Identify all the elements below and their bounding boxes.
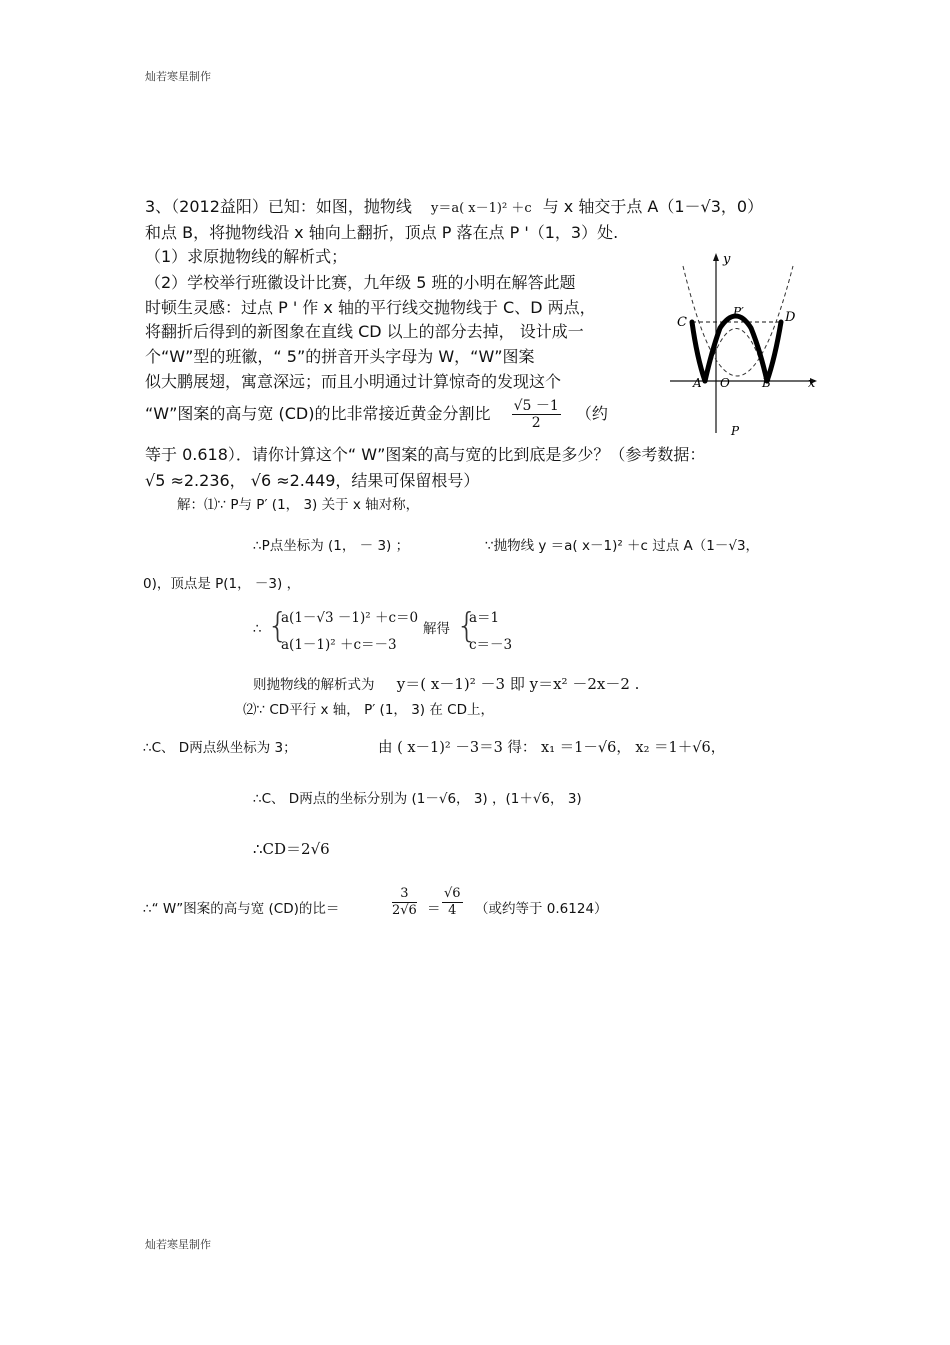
ratio-1-numerator: 3 xyxy=(392,886,417,903)
question-2-line-5: 似大鹏展翅，寓意深远；而且小明通过计算惊奇的发现这个 xyxy=(145,372,562,391)
question-2-line-2: 时顿生灵感：过点 P ' 作 x 轴的平行线交抛物线于 C、D 两点， xyxy=(145,298,596,317)
solution-step-7b: 由 ( x－1)² －3＝3 得： x₁ ＝1－√6， x₂ ＝1＋√6， xyxy=(378,740,726,756)
problem-intro: 3、（2012益阳）已知：如图，抛物线 xyxy=(145,197,412,216)
problem-line-2: 和点 B，将抛物线沿 x 轴向上翻折，顶点 P 落在点 P '（1，3）处. xyxy=(145,223,619,242)
solution-step-6: ⑵∵ CD平行 x 轴， P′ (1， 3) 在 CD上， xyxy=(243,702,494,718)
solution-step-9: ∴CD＝2√6 xyxy=(253,840,330,858)
therefore-symbol: ∴ xyxy=(253,621,262,637)
label-p-prime: P′ xyxy=(733,305,744,319)
system-equation-1: a(1－√3 －1)² ＋c＝0 xyxy=(281,610,419,626)
equals-sign: ＝ xyxy=(427,901,441,917)
ratio-2-denominator: 4 xyxy=(448,903,457,918)
label-p: P xyxy=(731,424,740,438)
fraction-denominator: 2 xyxy=(531,415,541,431)
solution-step-7a: ∴C、 D两点纵坐标为 3； xyxy=(143,740,297,756)
solution-step-2b: ∵抛物线 y ＝a( x－1)² ＋c 过点 A（1－√3， xyxy=(485,538,760,554)
solution-step-2a: ∴P点坐标为 (1， － 3) ； xyxy=(253,538,410,554)
solution-step-3: 0)，顶点是 P(1， －3) ， xyxy=(143,576,301,592)
label-d: D xyxy=(785,310,796,325)
result-brace: { xyxy=(456,606,478,646)
approx-text: （约 xyxy=(575,404,608,423)
solution-step-8: ∴C、 D两点的坐标分别为 (1－√6， 3) ，(1＋√6， 3) xyxy=(253,791,582,807)
approx-value: （或约等于 0.6124） xyxy=(475,901,608,917)
system-equation-2: a(1－1)² ＋c＝－3 xyxy=(281,637,397,653)
w-parabola-figure xyxy=(665,248,825,438)
page-footer: 灿若寒星制作 xyxy=(145,1238,211,1251)
problem-line-1 xyxy=(145,197,763,219)
label-b: B xyxy=(762,376,771,390)
solution-step-1: 解：⑴∵ P与 P′ (1， 3) 关于 x 轴对称， xyxy=(177,497,420,513)
golden-ratio-fraction xyxy=(512,398,561,431)
ratio-2-numerator: √6 xyxy=(444,886,461,901)
question-2-line-3: 将翻折后得到的新图象在直线 CD 以上的部分去掉， 设计成一 xyxy=(145,322,584,341)
solution-step-5 xyxy=(253,675,639,694)
question-1: （1）求原抛物线的解析式； xyxy=(145,247,348,266)
question-2-line-4: 个“W”型的班徽，“ 5”的拼音开头字母为 W，“W”图案 xyxy=(145,347,535,366)
question-2-line-6 xyxy=(145,398,608,431)
analytic-label: 则抛物线的解析式为 xyxy=(253,677,375,693)
result-a: a＝1 xyxy=(469,610,500,626)
question-2-line-7: 等于 0.618）．请你计算这个“ W”图案的高与宽的比到底是多少？（参考数据： xyxy=(145,445,706,464)
result-c: c＝－3 xyxy=(469,637,513,653)
w-right-stroke xyxy=(767,322,781,381)
page-header: 灿若寒星制作 xyxy=(145,70,211,83)
fraction-numerator: √5 －1 xyxy=(513,398,559,414)
w-middle-arch xyxy=(705,316,767,381)
solve-label: 解得 xyxy=(423,621,450,637)
y-axis-arrow xyxy=(713,253,719,261)
reference-data: √5 ≈2.236， √6 ≈2.449，结果可保留根号） xyxy=(145,471,480,490)
label-o: O xyxy=(720,376,730,390)
parabola-equation: y＝a( x－1)² ＋c xyxy=(431,201,532,216)
w-left-stroke xyxy=(692,322,705,381)
ratio-label: ∴“ W”图案的高与宽 (CD)的比＝ xyxy=(143,901,340,917)
golden-ratio-text: “W”图案的高与宽 (CD)的比非常接近黄金分割比 xyxy=(145,404,491,423)
analytic-expression: y＝( x－1)² －3 即 y＝x² －2x－2 . xyxy=(396,675,640,693)
point-a-text: 与 x 轴交于点 A（1－√3，0） xyxy=(542,197,764,216)
label-c: C xyxy=(677,315,687,330)
y-label: y xyxy=(723,252,731,267)
label-a: A xyxy=(693,376,702,390)
question-2-line-1: （2）学校举行班徽设计比赛，九年级 5 班的小明在解答此题 xyxy=(145,273,576,292)
ratio-fraction-1 xyxy=(392,886,417,919)
ratio-fraction-2 xyxy=(442,886,463,919)
ratio-1-denominator: 2√6 xyxy=(392,903,417,918)
x-label: x xyxy=(808,376,816,391)
left-brace: { xyxy=(267,606,289,646)
